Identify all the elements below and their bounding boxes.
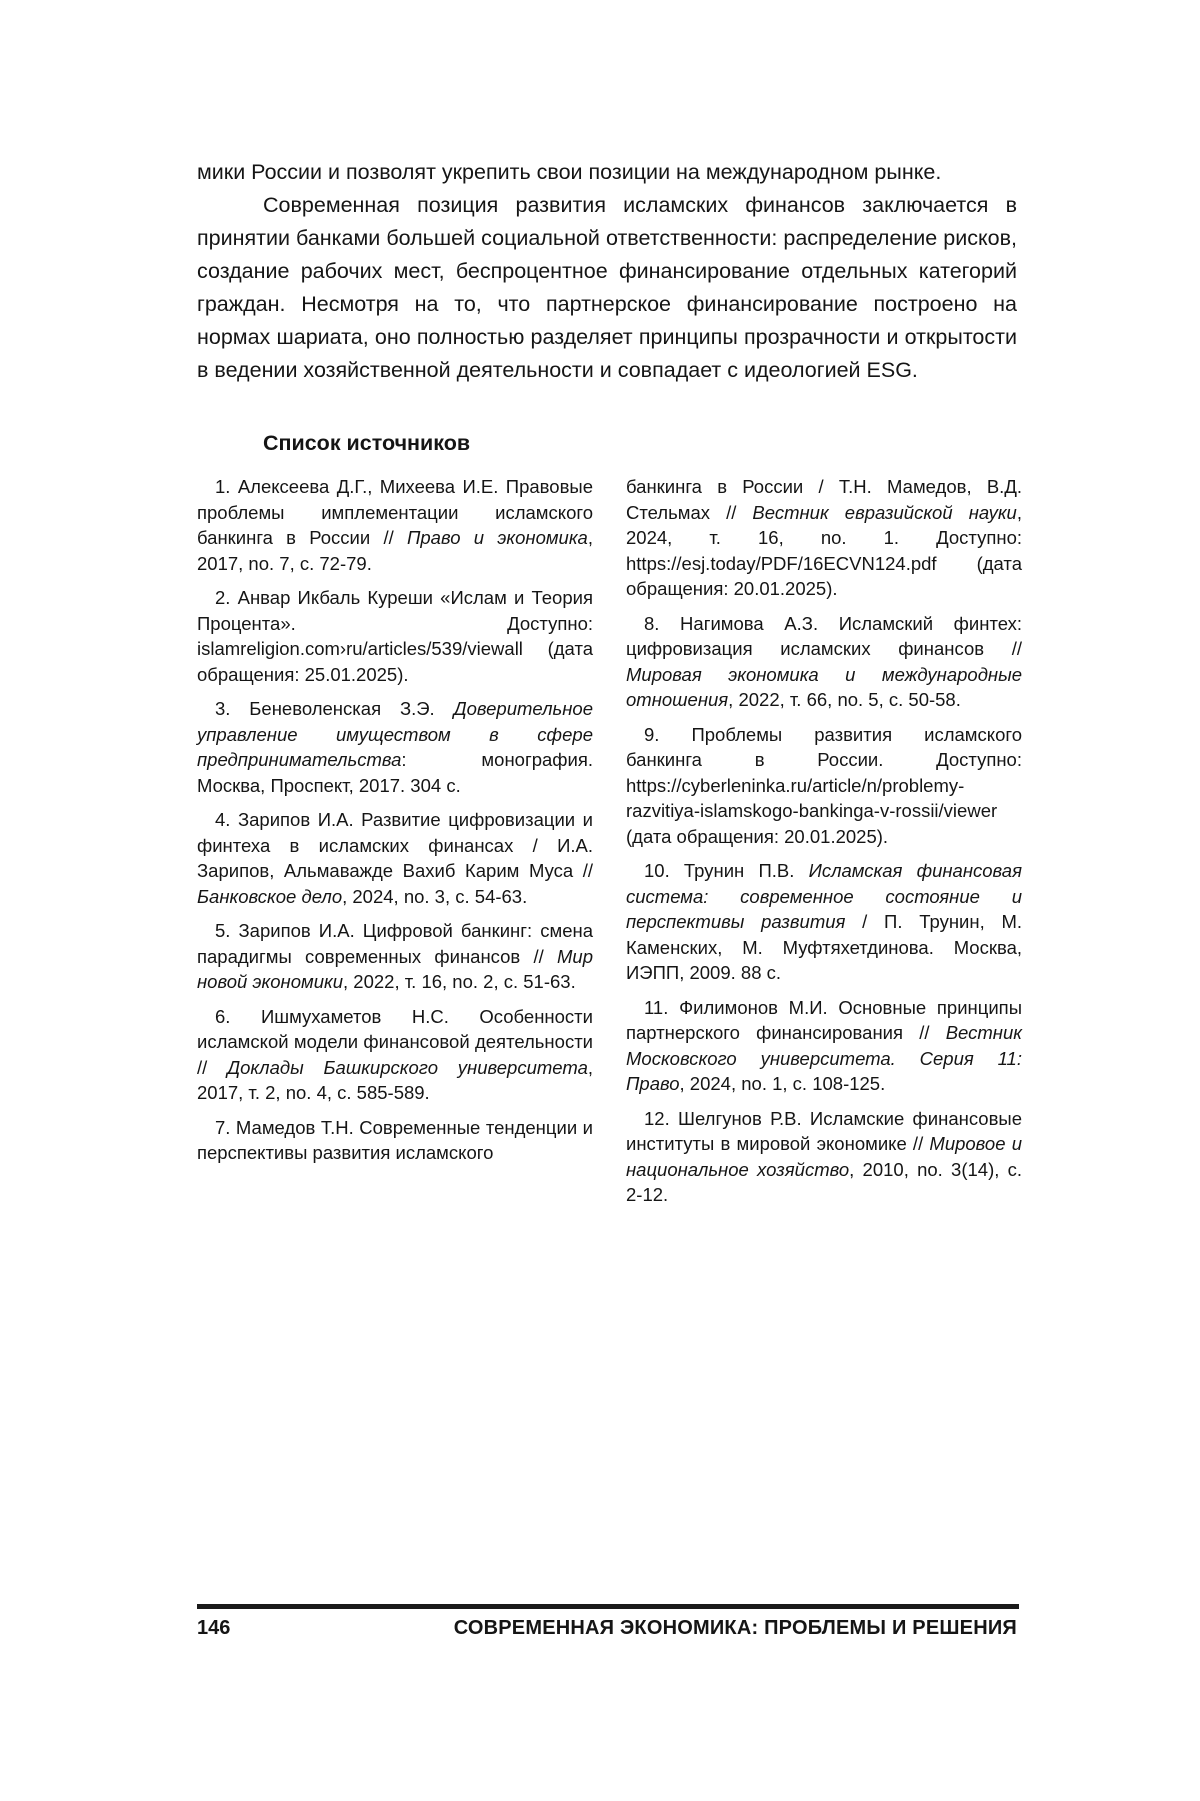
reference-10: 10. Трунин П.В. Исламская финансовая система: современное состояние и перспективы развития / П. Трунин, М. Каменских, М. Муфтяхетдинова. Москва, ИЭПП, 2009. 88 с.: [626, 860, 1023, 983]
footer-rule: [197, 1604, 1019, 1609]
journal-title: СОВРЕМЕННАЯ ЭКОНОМИКА: ПРОБЛЕМЫ И РЕШЕНИЯ: [453, 1617, 1017, 1639]
references-heading: Список источников: [263, 431, 471, 455]
reference-7-continued: банкинга в России / Т.Н. Мамедов, В.Д. Стельмах // Вестник евразийской науки, 2024, т. 16, no. 1. Доступно: https://esj.today/PDF/16ECVN124.pdf (дата обращения: 20.01.2025).: [626, 476, 1022, 599]
references-column-left: [197, 474, 593, 1175]
reference-11: 11. Филимонов М.И. Основные принципы партнерского финансирования // Вестник Московского университета. Серия 11: Право, 2024, no. 1, с. 108-125.: [626, 996, 1022, 1094]
reference-5: 5. Зарипов И.А. Цифровой банкинг: смена парадигмы современных финансов // Мир новой экономики, 2022, т. 16, no. 2, с. 51-63.: [197, 920, 593, 992]
reference-8: 8. Нагимова А.З. Исламский финтех: цифровизация исламских финансов // Мировая экономика и международные отношения, 2022, т. 66, no. 5, с. 50-58.: [626, 612, 1022, 710]
reference-12: 12. Шелгунов Р.В. Исламские финансовые институты в мировой экономике // Мировое и национальное хозяйство, 2010, no. 3(14), с. 2-12.: [626, 1107, 1022, 1205]
page-number: 146: [197, 1617, 231, 1639]
reference-7: 7. Мамедов Т.Н. Современные тенденции и перспективы развития исламского: [197, 1116, 593, 1163]
reference-9: 9. Проблемы развития исламского банкинга в России. Доступно: https://cyberleninka.ru/article/n/problemy-razvitiya-islamskogo-bankinga-v-rossii/viewer (дата обращения: 20.01.2025).: [626, 723, 1022, 847]
reference-2: 2. Анвар Икбаль Куреши «Ислам и Теория Процента». Доступно: islamreligion.com›ru/articles/539/viewall (дата обращения: 25.01.2025).: [197, 587, 593, 685]
reference-6: 6. Ишмухаметов Н.С. Особенности исламской модели финансовой деятельности // Доклады Башкирского университета, 2017, т. 2, no. 4, с. 585-589.: [197, 1005, 594, 1103]
reference-1: 1. Алексеева Д.Г., Михеева И.Е. Правовые проблемы имплементации исламского банкинга в России // Право и экономика, 2017, no. 7, с. 72-79.: [197, 476, 593, 574]
references-column-right: [626, 474, 1022, 1217]
reference-4: 4. Зарипов И.А. Развитие цифровизации и финтеха в исламских финансах / И.А. Зарипов, Альмаважде Вахиб Карим Муса // Банковское дело, 2024, no. 3, с. 54-63.: [197, 809, 593, 907]
body-paragraph-2: Современная позиция развития исламских финансов заключается в принятии банками большей социальной ответственности: распределение рисков, создание рабочих мест, беспроцентное финансирование отдельных категорий граждан. Несмотря на то, что партнерское финансирование построено на нормах шариата, оно полностью разделяет принципы прозрачности и открытости в ведении хозяйственной деятельности и совпадает с идеологией ESG.: [197, 193, 1017, 382]
body-text: [197, 156, 1017, 387]
body-paragraph-1: мики России и позволят укрепить свои позиции на международном рынке.: [197, 160, 942, 184]
reference-3: 3. Беневоленская З.Э. Доверительное управление имуществом в сфере предпринимательства: монография. Москва, Проспект, 2017. 304 с.: [197, 698, 593, 796]
